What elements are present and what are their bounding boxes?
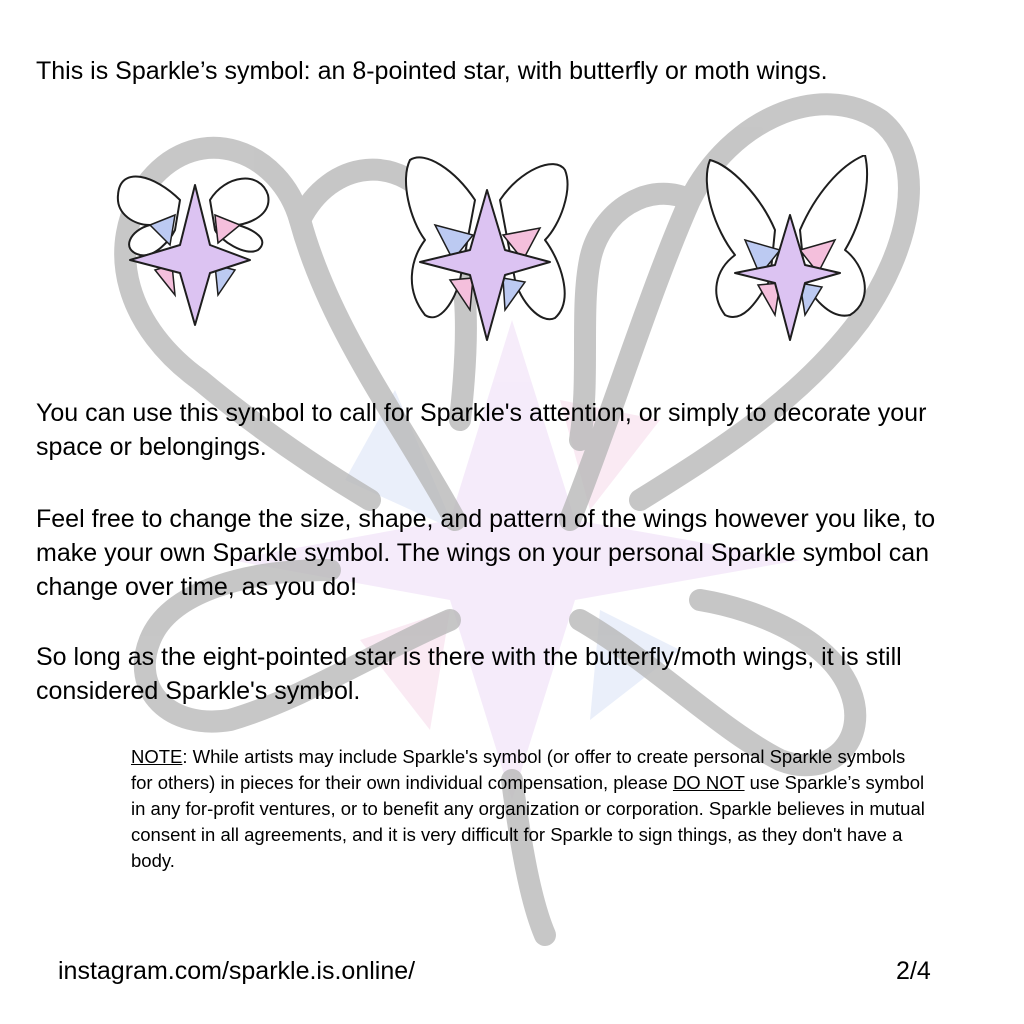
page-number: 2/4 <box>896 957 931 985</box>
sparkle-symbol-icon <box>700 155 875 345</box>
note-label: NOTE <box>131 746 183 767</box>
usage-note <box>131 744 931 874</box>
paragraph-attention: You can use this symbol to call for Sparkle's attention, or simply to decorate your space or belongings. <box>36 399 927 461</box>
instagram-url: instagram.com/sparkle.is.online/ <box>58 957 416 985</box>
sparkle-symbol-icon <box>395 150 580 345</box>
note-text-part-2: use Sparkle’s symbol in any for-profit ventures, or to benefit any organization or corporation. Sparkle believes in mutual consent in all agreements, and it is very difficult for Sparkle to sign things, as they don't have a body. <box>131 772 925 871</box>
sparkle-symbol-icon <box>110 155 280 330</box>
paragraph-customize: Feel free to change the size, shape, and pattern of the wings however you like, to make your own Sparkle symbol. The wings on your personal Sparkle symbol can change over time, as you do! <box>36 505 936 601</box>
note-emphasis: DO NOT <box>672 772 745 793</box>
note-text-part-1: : While artists may include Sparkle's symbol (or offer to create personal Sparkle symbols for others) in pieces for their own individual compensation, please <box>131 746 906 793</box>
headline: This is Sparkle’s symbol: an 8-pointed star, with butterfly or moth wings. <box>36 57 828 85</box>
paragraph-still-symbol: So long as the eight-pointed star is there with the butterfly/moth wings, it is still considered Sparkle's symbol. <box>36 643 902 705</box>
